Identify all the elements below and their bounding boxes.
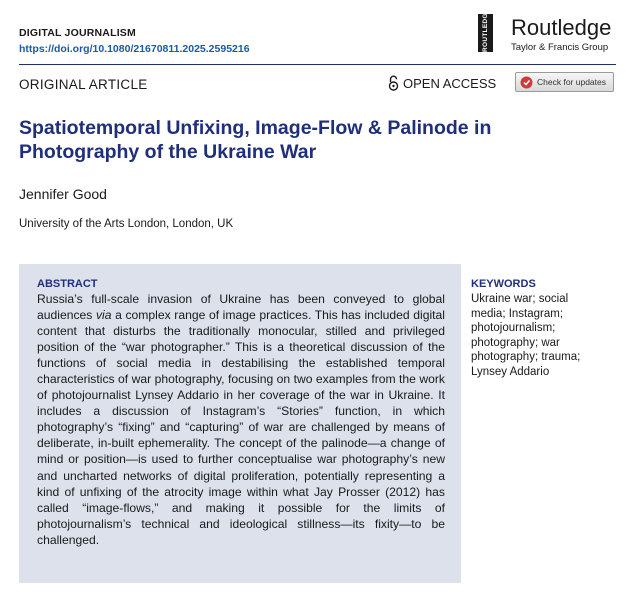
header-divider — [19, 64, 616, 65]
abstract-text — [37, 291, 445, 548]
author-name: Jennifer Good — [19, 186, 107, 202]
doi-link[interactable]: https://doi.org/10.1080/21670811.2025.2595216 — [19, 43, 250, 55]
open-access-label: OPEN ACCESS — [403, 75, 497, 91]
journal-name: DIGITAL JOURNALISM — [19, 27, 136, 39]
open-lock-icon — [388, 75, 399, 91]
crossmark-icon — [520, 76, 533, 89]
check-for-updates-button[interactable] — [515, 72, 614, 92]
author-affiliation: University of the Arts London, London, UK — [19, 218, 234, 230]
abstract-text-part-1: Russia’s full-scale invasion of Ukraine has been conveyed to global audiences — [37, 292, 445, 323]
publisher-subtitle: Taylor & Francis Group — [511, 42, 609, 53]
routledge-mark-icon: ROUTLEDGE — [478, 14, 493, 52]
publisher-logo — [478, 8, 618, 58]
publisher-name: Routledge — [511, 15, 612, 40]
check-for-updates-label: Check for updates — [537, 77, 606, 87]
keywords-list: Ukraine war; social media; Instagram; photojournalism; photography; war photography; trauma; Lynsey Addario — [471, 293, 581, 378]
article-title: Spatiotemporal Unfixing, Image-Flow & Palinode in Photography of the Ukraine War — [19, 117, 492, 163]
abstract-italic-word: via — [95, 308, 112, 323]
abstract-text-part-2: a complex range of image practices. This has included digital content that disturbs the traditionally monocular, stilled and privileged position of the “war photographer.” This is a theoretical discussion of the functions of social media in destabilising the established temporal characteristics of war photography, focusing on two examples from the work of photojournalist Lynsey Addario in her coverage of the war in Ukraine. It includes a discussion of Instagram’s “Stories” function, in which photography’s “fixing” and “capturing” of war are challenged by means of deliberate, in-built ephemerality. The concept of the palinode—a change of mind or position—is used to further conceptualise war photography’s new and uncharted networks of digital proliferation, potentially representing a kind of unfixing of the atrocity image within what Jay Prosser (2012) has called “image-flows,” and making it possible for the limits of photojournalism’s technical and ideological stillness—its fixity—to be challenged. — [37, 308, 445, 547]
keywords-heading: KEYWORDS — [471, 278, 536, 290]
article-type: ORIGINAL ARTICLE — [19, 77, 148, 92]
abstract-heading: ABSTRACT — [37, 278, 98, 290]
open-access-badge — [388, 75, 496, 91]
